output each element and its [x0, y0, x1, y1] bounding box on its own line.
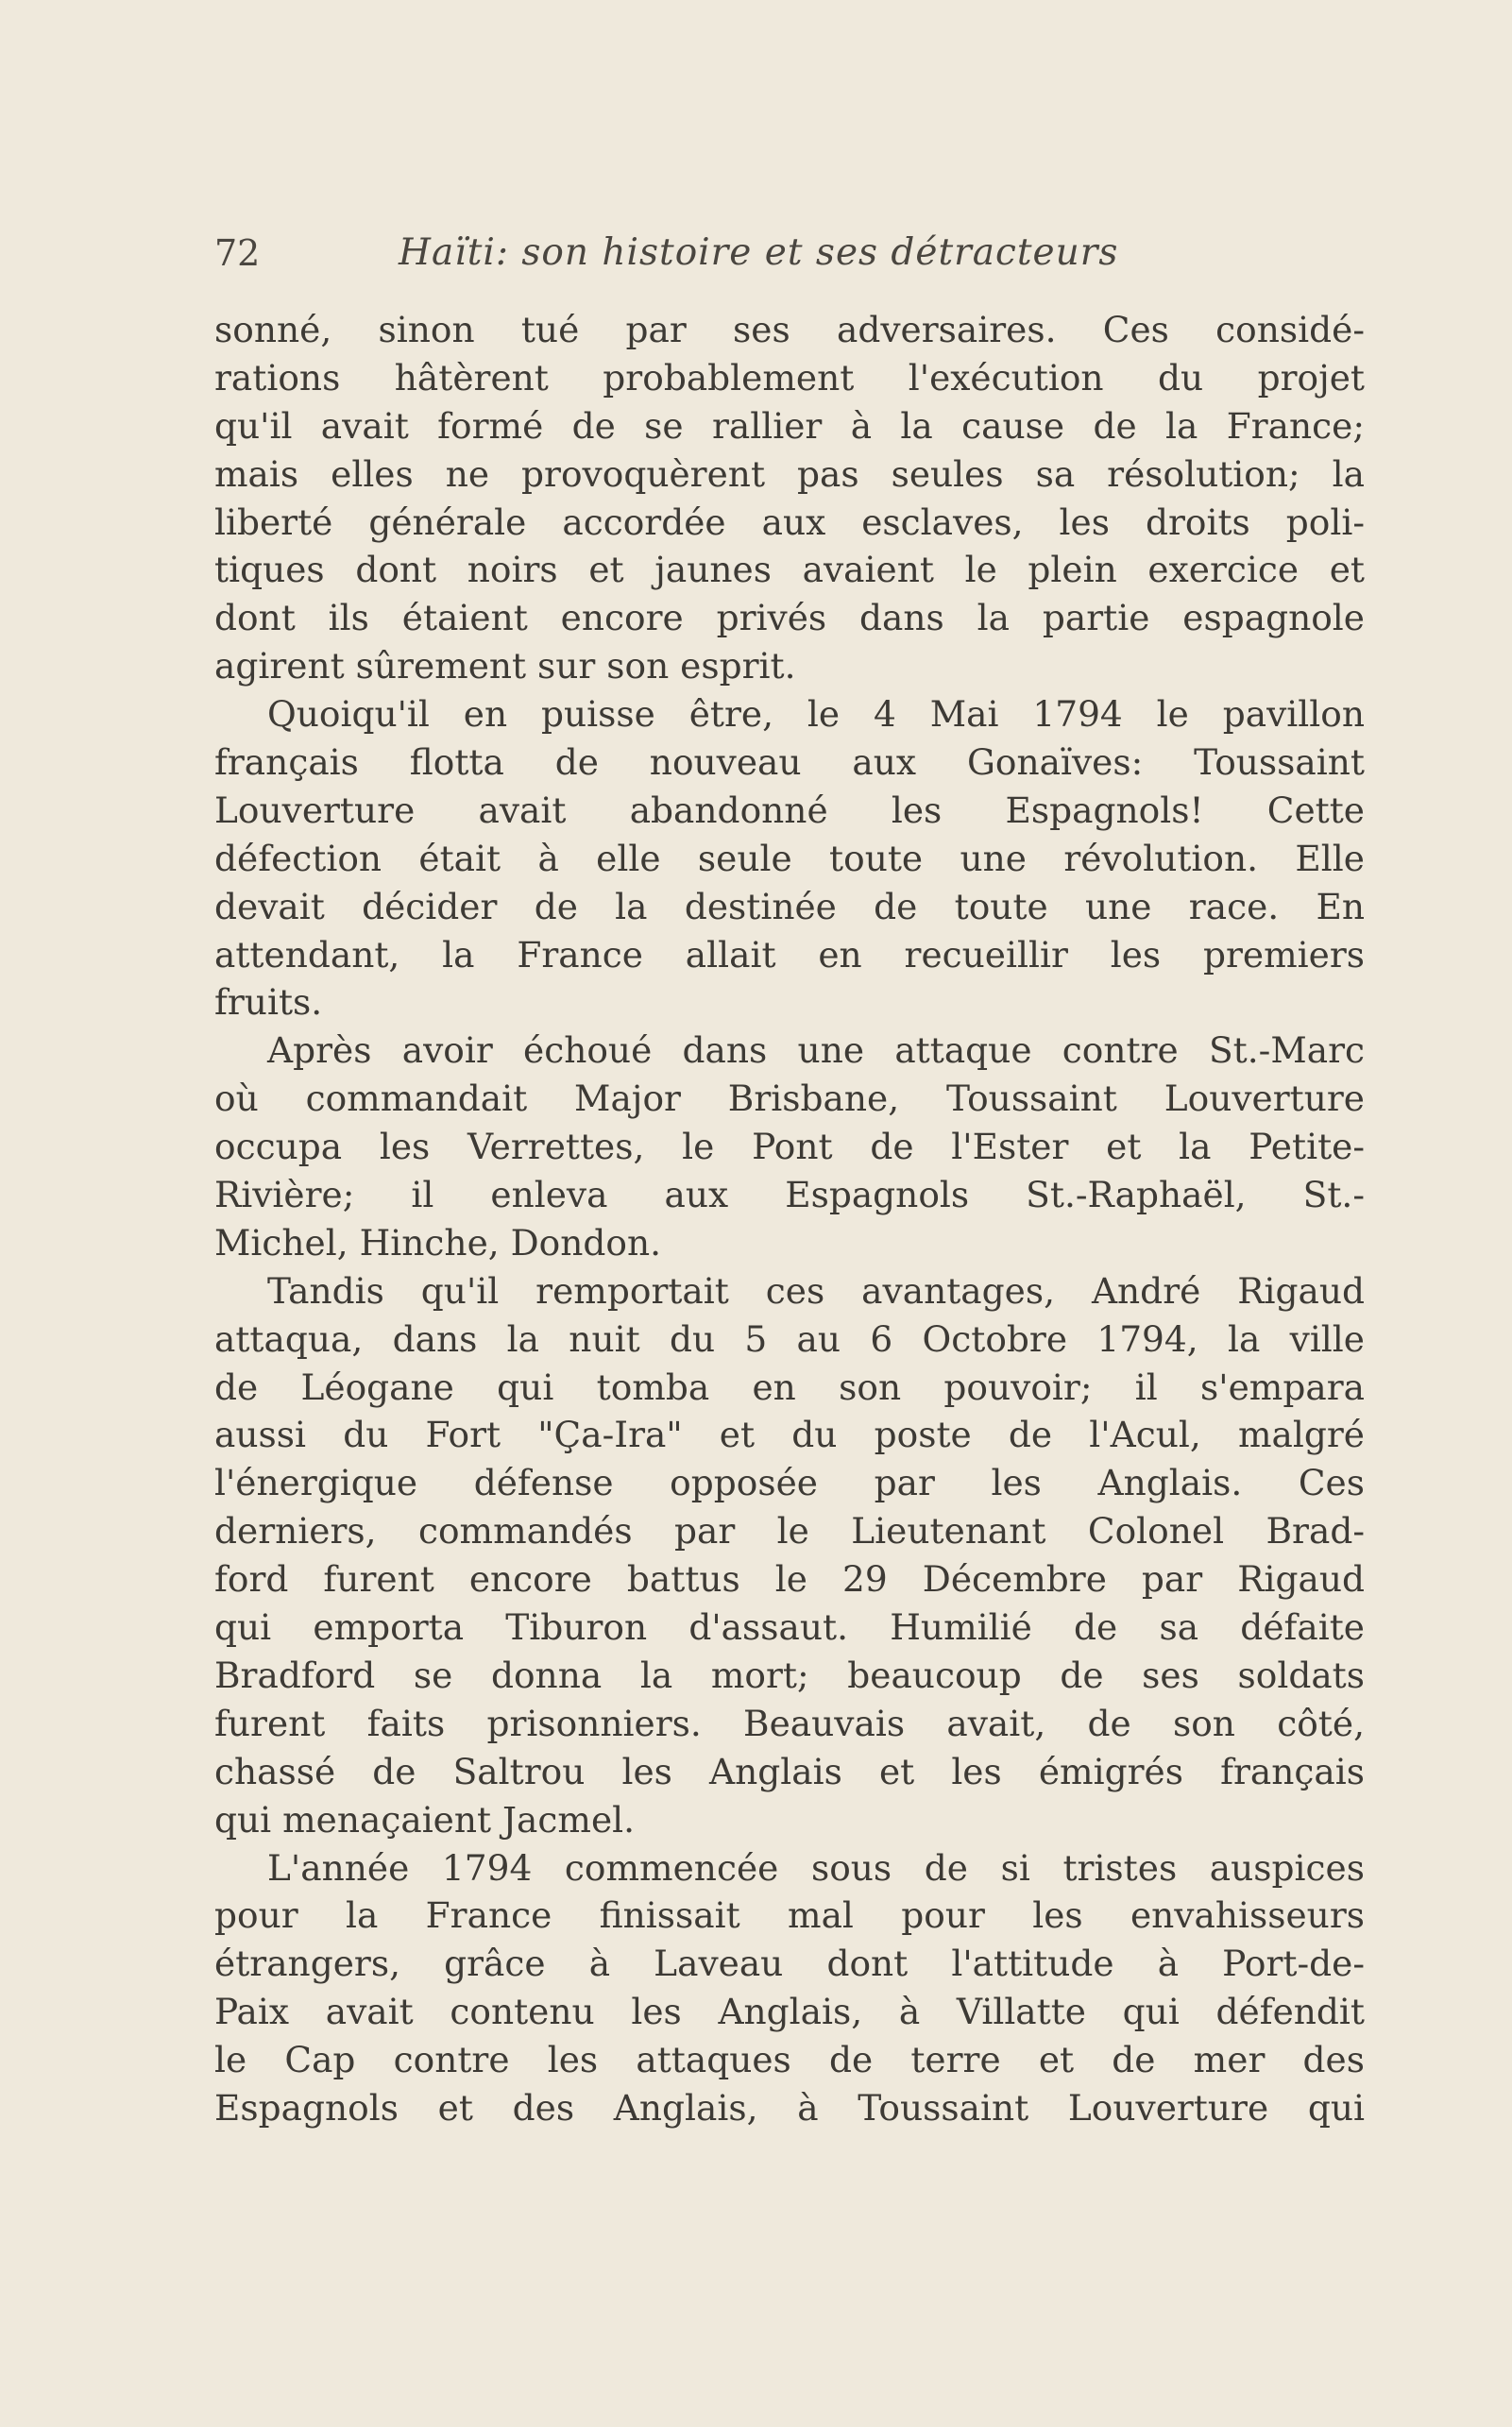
text-line: aussi du Fort "Ça-Ira" et du poste de l'Acul, malgré: [214, 1414, 1365, 1456]
text-line: fruits.: [214, 981, 323, 1024]
page-number: 72: [214, 232, 261, 274]
text-line: furent faits prisonniers. Beauvais avait, de son côté,: [214, 1702, 1365, 1744]
text-line: Quoiqu'il en puisse être, le 4 Mai 1794 le pavillon: [267, 693, 1365, 736]
running-title: Haïti: son histoire et ses détracteurs: [399, 231, 1119, 274]
text-line: sonné, sinon tué par ses adversaires. Ces considé-: [214, 309, 1365, 350]
text-line: occupa les Verrettes, le Pont de l'Ester et la Petite-: [214, 1126, 1365, 1168]
text-line: Après avoir échoué dans une attaque contre St.-Marc: [267, 1029, 1365, 1072]
text-line: pour la France finissait mal pour les envahisseurs: [214, 1894, 1365, 1937]
text-line: Paix avait contenu les Anglais, à Villatte qui défendit: [214, 1991, 1365, 2033]
paragraph-2: [214, 690, 1365, 1027]
text-line: étrangers, grâce à Laveau dont l'attitude à Port-de-: [214, 1943, 1365, 1985]
text-line: le Cap contre les attaques de terre et de mer des: [214, 2039, 1365, 2081]
text-line: agirent sûrement sur son esprit.: [214, 645, 796, 687]
text-line: Rivière; il enleva aux Espagnols St.-Raphaël, St.-: [214, 1174, 1365, 1216]
text-line: attendant, la France allait en recueillir les premiers: [214, 933, 1365, 976]
text-line: rations hâtèrent probablement l'exécution du projet: [214, 356, 1365, 399]
text-line: Tandis qu'il remportait ces avantages, André Rigaud: [267, 1269, 1365, 1312]
text-line: attaqua, dans la nuit du 5 au 6 Octobre 1794, la ville: [214, 1317, 1365, 1360]
text-line: où commandait Major Brisbane, Toussaint Louverture: [214, 1078, 1365, 1120]
text-line: Louverture avait abandonné les Espagnols! Cette: [214, 789, 1365, 831]
text-line: dont ils étaient encore privés dans la partie espagnole: [214, 597, 1365, 639]
text-line: derniers, commandés par le Lieutenant Colonel Brad-: [214, 1510, 1365, 1553]
text-line: chassé de Saltrou les Anglais et les émigrés français: [214, 1750, 1365, 1792]
page-header: [214, 223, 1365, 283]
text-line: qu'il avait formé de se rallier à la cause de la France;: [214, 404, 1365, 447]
text-line: l'énergique défense opposée par les Anglais. Ces: [214, 1462, 1365, 1504]
text-line: liberté générale accordée aux esclaves, les droits poli-: [214, 501, 1365, 543]
paragraph-4: [214, 1267, 1365, 1844]
body-text: [214, 306, 1365, 2132]
text-line: tiques dont noirs et jaunes avaient le plein exercice et: [214, 549, 1365, 591]
paragraph-1: [214, 306, 1365, 690]
text-line: défection était à elle seule toute une révolution. Elle: [214, 837, 1365, 879]
text-line: ford furent encore battus le 29 Décembre par Rigaud: [214, 1558, 1365, 1601]
text-line: devait décider de la destinée de toute une race. En: [214, 885, 1365, 927]
text-line: français flotta de nouveau aux Gonaïves: Toussaint: [214, 741, 1365, 784]
text-line: Michel, Hinche, Dondon.: [214, 1221, 662, 1264]
text-line: Espagnols et des Anglais, à Toussaint Louverture qui: [214, 2086, 1365, 2129]
text-line: qui emporta Tiburon d'assaut. Humilié de sa défaite: [214, 1606, 1365, 1649]
text-line: de Léogane qui tomba en son pouvoir; il s'empara: [214, 1366, 1365, 1408]
text-line: qui menaçaient Jacmel.: [214, 1798, 636, 1841]
paragraph-5: [214, 1844, 1365, 2132]
text-line: L'année 1794 commencée sous de si tristes auspices: [267, 1846, 1365, 1889]
paragraph-3: [214, 1027, 1365, 1266]
text-line: mais elles ne provoquèrent pas seules sa résolution; la: [214, 452, 1365, 495]
text-line: Bradford se donna la mort; beaucoup de ses soldats: [214, 1654, 1365, 1696]
